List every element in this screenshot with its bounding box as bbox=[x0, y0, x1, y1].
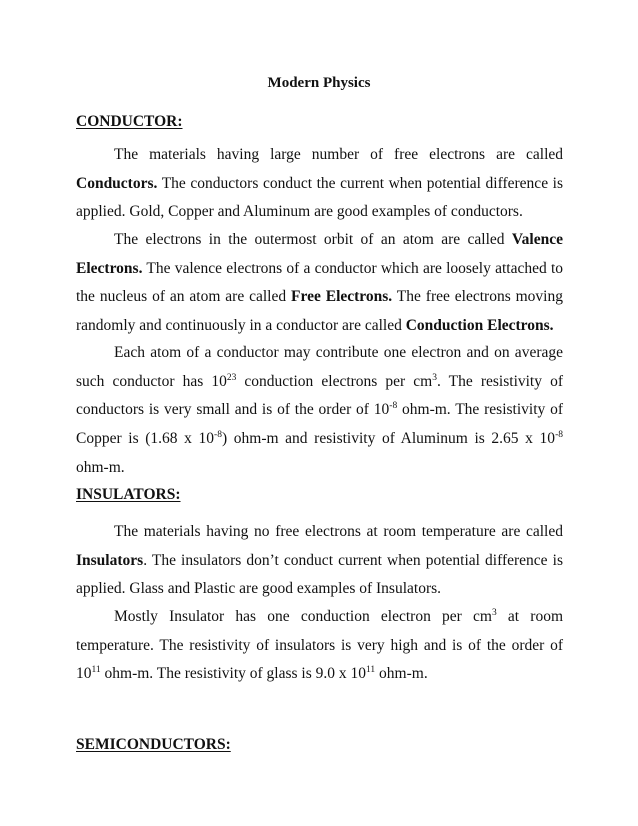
superscript-exponent: -8 bbox=[214, 430, 222, 441]
bold-term: Conduction Electrons. bbox=[405, 317, 554, 335]
paragraph-insulator-definition bbox=[76, 518, 563, 604]
bold-term: Insulators bbox=[76, 551, 144, 569]
text-run: . The resistivity of conductors is very small and is of the order of 10 bbox=[76, 372, 563, 419]
section-heading-semiconductors: SEMICONDUCTORS: bbox=[76, 736, 231, 753]
text-run: Mostly Insulator has one conduction electron per cm bbox=[114, 608, 492, 625]
text-run: Each atom of a conductor may contribute one electron and on average such conductor has 10 bbox=[76, 344, 563, 390]
superscript-exponent: 3 bbox=[432, 372, 437, 383]
paragraph-conductor-resistivity bbox=[76, 339, 563, 483]
superscript-exponent: 23 bbox=[226, 372, 237, 383]
section-heading-insulators: INSULATORS: bbox=[76, 486, 181, 503]
text-run: The free electrons moving randomly and continuously in a conductor are called bbox=[76, 288, 563, 335]
superscript-exponent: 11 bbox=[91, 665, 101, 676]
superscript-exponent: 3 bbox=[491, 608, 497, 618]
text-run: ohm-m. The resistivity of Copper is (1.68 x 10 bbox=[76, 401, 563, 448]
paragraph-valence-electrons bbox=[76, 226, 563, 341]
paragraph-conductor-definition bbox=[76, 141, 563, 227]
text-run: conduction electrons per cm bbox=[236, 372, 433, 390]
page-title: Modern Physics bbox=[267, 75, 371, 91]
text-run: The materials having no free electrons at room temperature are called bbox=[114, 523, 563, 540]
text-run: ohm-m. bbox=[76, 458, 125, 476]
text-run: The electrons in the outermost orbit of an atom are called bbox=[114, 231, 512, 248]
superscript-exponent: 11 bbox=[366, 665, 376, 676]
text-run: ohm-m. The resistivity of glass is 9.0 x 10 bbox=[100, 665, 367, 683]
bold-term: Conductors. bbox=[76, 174, 158, 192]
superscript-exponent: -8 bbox=[555, 430, 563, 441]
section-heading-conductor: CONDUCTOR: bbox=[76, 113, 183, 130]
paragraph-insulator-resistivity bbox=[76, 603, 563, 689]
text-run: ) ohm-m and resistivity of Aluminum is 2.65 x 10 bbox=[221, 430, 556, 448]
text-run: The conductors conduct the current when potential difference is applied. Gold, Copper and Aluminum are good examples of conductors. bbox=[76, 174, 563, 221]
text-run: The materials having large number of free electrons are called bbox=[114, 146, 563, 163]
text-run: The valence electrons of a conductor which are loosely attached to the nucleus of an atom are called bbox=[76, 259, 563, 306]
bold-term: Valence Electrons. bbox=[76, 231, 563, 277]
superscript-exponent: -8 bbox=[389, 401, 398, 412]
text-run: . The insulators don’t conduct current when potential difference is applied. Glass and Plastic are good examples of Insulators. bbox=[76, 551, 563, 598]
text-run: ohm-m. bbox=[375, 665, 428, 683]
text-run: at room temperature. The resistivity of insulators is very high and is of the order of 10 bbox=[76, 608, 563, 683]
bold-term: Free Electrons. bbox=[291, 288, 393, 306]
